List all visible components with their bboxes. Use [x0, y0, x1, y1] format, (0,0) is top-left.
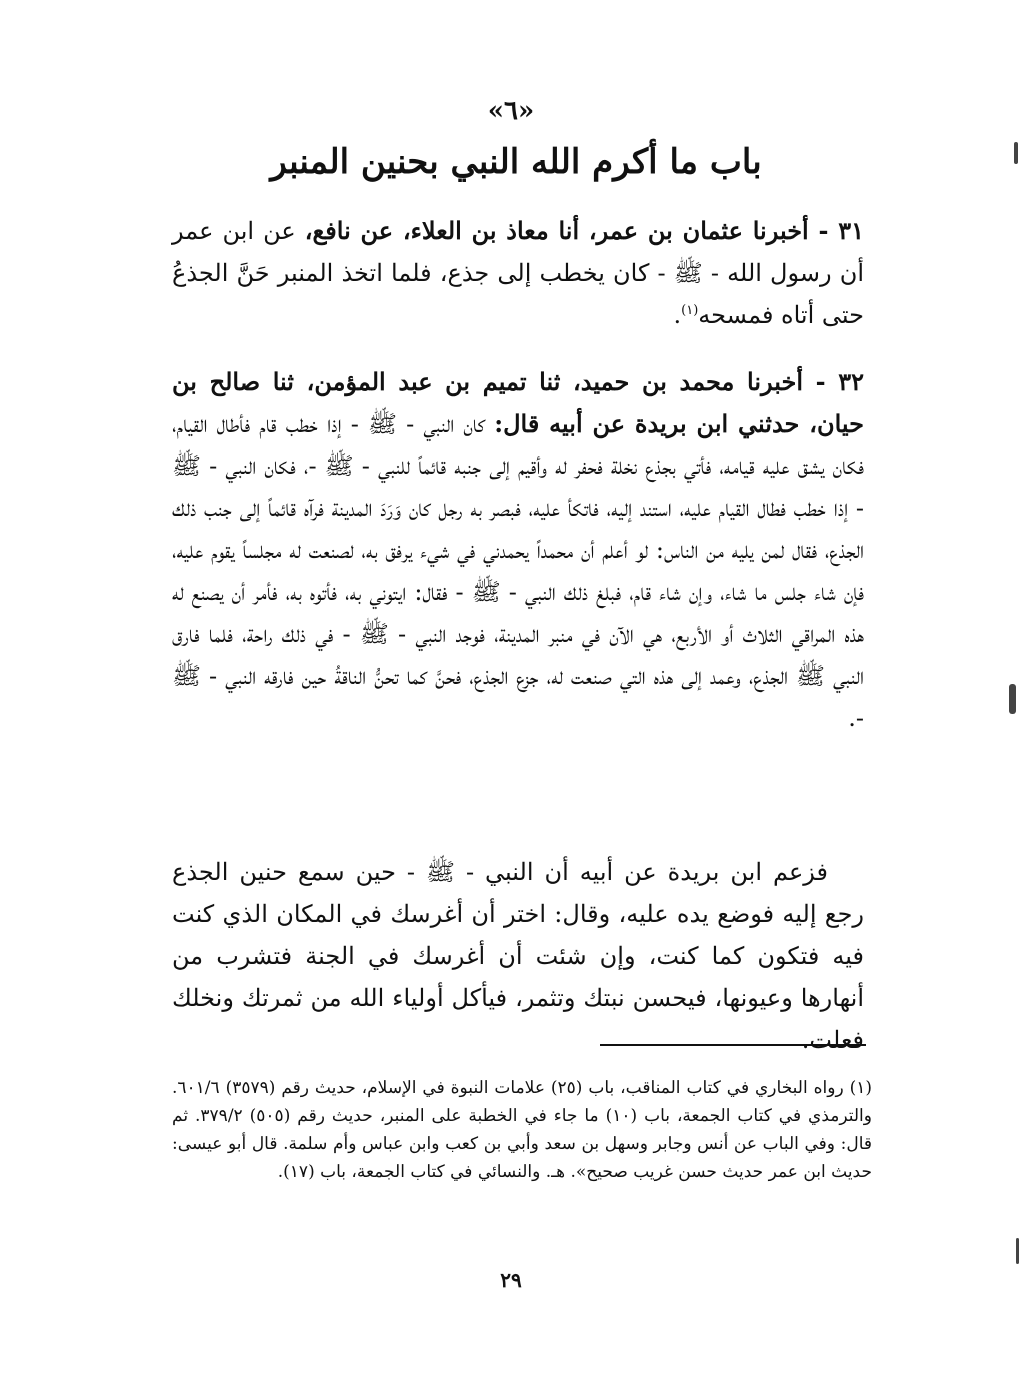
- chapter-number: «٦»: [487, 96, 535, 126]
- chapter-title: باب ما أكرم الله النبي بحنين المنبر: [270, 142, 762, 182]
- hadith-31-text: عن ابن عمر أن رسول الله - ﷺ - كان يخطب إلى جذع، فلما اتخذ المنبر حَنَّ الجذعُ حتى أتاه فمسحه: [172, 217, 864, 329]
- hadith-31-chain: ٣١ - أخبرنا عثمان بن عمر، أنا معاذ بن العلاء، عن نافع،: [304, 216, 865, 245]
- hadith-31-paragraph: [172, 210, 864, 336]
- footnote: (١) رواه البخاري في كتاب المناقب، باب (٢٥) علامات النبوة في الإسلام، حديث رقم (٣٥٧٩) ٦٠١/٦. والترمذي في كتاب الجمعة، باب (١٠) ما جاء في الخطبة على المنبر، حديث رقم (٥٠٥) ٣٧٩/٢. ثم قال: وفي الباب عن أنس وجابر وسهل بن سعد وأبي بن كعب وابن عباس وأم سلمة. قال أبو عيسى: حديث ابن عمر حديث حسن غريب صحيح». هـ. والنسائي في كتاب الجمعة، باب (١٧).: [172, 1078, 873, 1182]
- hadith-31-end: .: [673, 301, 682, 329]
- page-number: ٢٩: [500, 1268, 522, 1292]
- scan-edge-mark: [1014, 142, 1018, 164]
- continuation-paragraph: فزعم ابن بريدة عن أبيه أن النبي - ﷺ - حين سمع حنين الجذع رجع إليه فوضع يده عليه، وقال: اختر أن أغرسك في المكان الذي كنت فيه فتكون كما كنت، وإن شئت أن أغرسك في الجنة فتشرب من أنهارها وعيونها، فيحسن نبتك وتثمر، فيأكل أولياء الله من ثمرتك ونخلك فعلت.: [172, 858, 864, 1054]
- footnote-reference[interactable]: (١): [681, 303, 699, 318]
- footnote-divider: [600, 1044, 866, 1046]
- hadith-32-chain: ٣٢ - أخبرنا محمد بن حميد، ثنا تميم بن عبد المؤمن، ثنا صالح بن حيان، حدثني ابن بريدة عن أبيه قال:: [172, 367, 864, 438]
- scan-edge-mark: [1009, 684, 1016, 714]
- hadith-32-text: كان النبي - ﷺ - إذا خطب قام فأطال القيام، فكان يشق عليه قيامه، فأتي بجذع نخلة فحفر له وأقيم إلى جنبه قائماً للنبي - ﷺ -، فكان النبي - ﷺ - إذا خطب فطال القيام عليه، استند إليه، فاتكأ عليه، فبصر به رجل كان وَرَدَ المدينة فرآه قائماً إلى جنب ذلك الجذع، فقال لمن يليه من الناس: لو أعلم أن محمداً يحمدني في شيء يرفق به، لصنعت له مجلساً يقوم عليه، فإن شاء جلس ما شاء، وإن شاء قام، فبلغ ذلك النبي - ﷺ - فقال: ايتوني به، فأتوه به، فأمر أن يصنع له هذه المراقي الثلاث أو الأربع، هي الآن في منبر المدينة، فوجد النبي - ﷺ - في ذلك راحة، فلما فارق النبي ﷺ الجذع، وعمد إلى هذه التي صنعت له، جزع الجذع، فحنَّ كما تحنُّ الناقةُ حين فارقه النبي - ﷺ -.: [172, 410, 864, 732]
- scan-edge-mark: [1016, 1238, 1019, 1264]
- hadith-32-paragraph: [172, 361, 864, 739]
